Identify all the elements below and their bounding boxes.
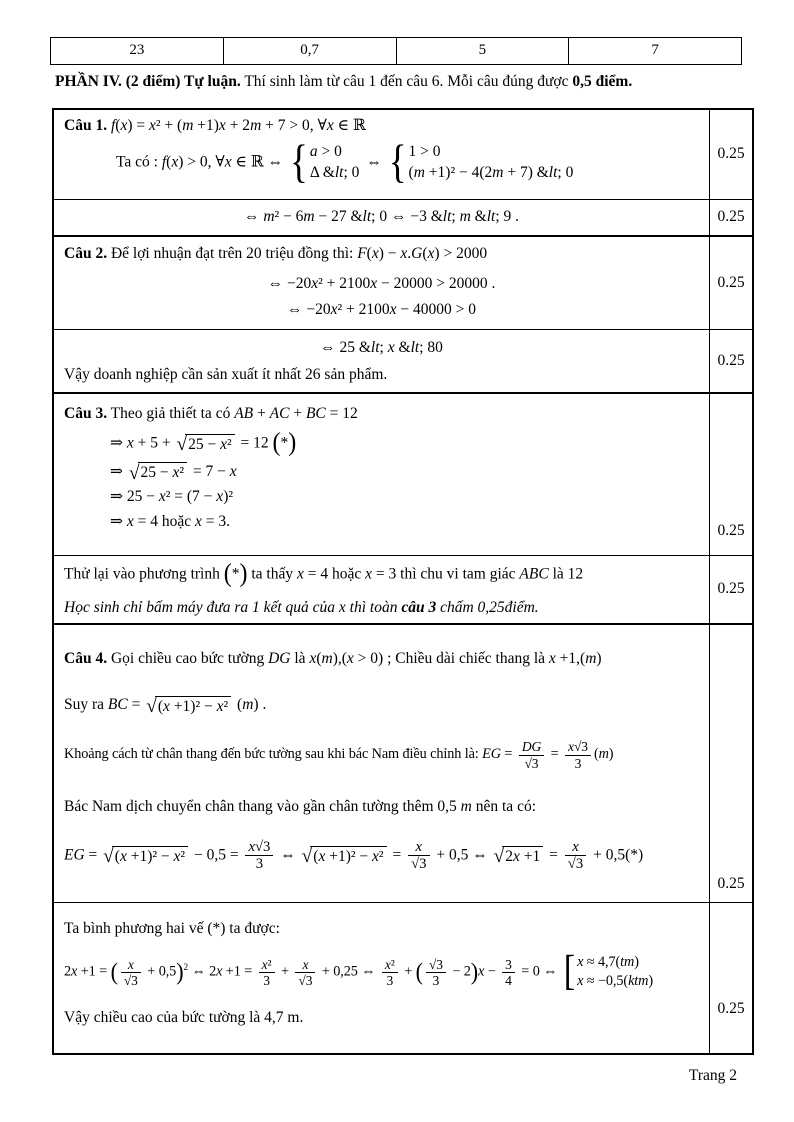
formula-line [64, 512, 699, 532]
formula-v: EG = [64, 846, 102, 864]
formula-sqrt: √ (x +1)² − x² [146, 696, 231, 716]
solution-row-q4b [54, 902, 752, 1053]
formula-v: + 0,5 [143, 963, 177, 980]
formula-v: x +1,(m) [548, 650, 602, 667]
solution-table [52, 108, 754, 1055]
formula-line [64, 559, 699, 589]
solution-row-q1b [54, 199, 752, 235]
formula-bi: câu 3 [401, 598, 437, 616]
formula-v: − 0,5 = [190, 846, 243, 864]
formula-v: ⇔ [276, 846, 300, 864]
formula-i: Học sinh chỉ bấm máy đưa ra 1 kết quả của x thì toàn [64, 598, 402, 616]
score-cell: 0.25 [709, 200, 752, 235]
formula-cases: { a > 0 Δ &lt; 0 [289, 137, 360, 189]
part-header-body: Thí sinh làm từ câu 1 đến câu 6. Mỗi câu đúng được [240, 73, 573, 90]
formula-frac: $\frac{\text{x²}}{3}$ [382, 957, 398, 988]
formula-v: * [231, 565, 240, 583]
formula-line [64, 137, 699, 189]
score-cell: 0.25 [709, 394, 752, 555]
formula-t: Suy ra [64, 696, 108, 714]
formula-line [64, 338, 699, 358]
formula-frac: $\frac{\text{x²}}{3}$ [259, 957, 275, 988]
formula-v: x(m),(x > 0) [309, 650, 384, 667]
formula-frac: $\frac{x}{√3}$ [565, 839, 586, 873]
formula-line [64, 244, 699, 264]
formula-t: Ta có : [116, 153, 162, 171]
formula-frac: $\frac{x}{√3}$ [295, 957, 315, 988]
formula-line [64, 487, 699, 507]
solution-cell [54, 200, 709, 235]
formula-big: ) [288, 428, 297, 458]
answer-grid-table [50, 37, 742, 65]
formula-v: DG [268, 650, 291, 667]
formula-v: f(x) = x² + (m +1)x + 2m + 7 > 0, ∀x ∈ ℝ [110, 117, 366, 134]
formula-t: là 12 [548, 565, 584, 583]
score-cell: 0.25 [709, 110, 752, 199]
formula-v: ⇔ m² − 6m − 27 &lt; 0 ⇔ −3 &lt; m &lt; 9 [243, 208, 512, 225]
formula-line [64, 797, 699, 817]
formula-sup: 2 [183, 962, 188, 973]
formula-line [64, 739, 699, 770]
solution-cell [54, 237, 709, 329]
formula-v: ⇔ 2x +1 = [188, 963, 256, 980]
formula-frac: $\frac{DG}{√3}$ [519, 739, 544, 770]
formula-sqrt: √ 25 − x² [177, 434, 235, 454]
score-cell: 0.25 [709, 625, 752, 902]
formula-line [64, 649, 699, 669]
formula-v: ⇒ 25 − x² = (7 − x)² [110, 488, 233, 506]
formula-v: = [547, 746, 563, 763]
formula-big: ) [239, 559, 248, 589]
answer-cell: 5 [397, 38, 570, 64]
solution-cell [54, 330, 709, 392]
formula-line [64, 948, 699, 995]
formula-v: ⇔ −20x² + 2100x − 20000 > 20000 [267, 275, 488, 293]
formula-v: ABC [519, 565, 549, 583]
formula-v: ⇔ −20x² + 2100x − 40000 > 0 [286, 301, 477, 319]
formula-v: = 7 − x [189, 462, 237, 480]
formula-v: ⇔ 25 &lt; x &lt; 80 [320, 339, 443, 356]
formula-t: là [290, 650, 310, 667]
solution-row-q3b [54, 555, 752, 623]
formula-t: thì chu vi tam giác [396, 565, 520, 583]
formula-v: + [400, 963, 416, 980]
part-header-bold-lead: PHẦN IV. (2 điểm) Tự luận. [55, 73, 241, 90]
formula-t: Bác Nam dịch chuyển chân thang vào gần chân tường thêm [64, 797, 438, 815]
formula-t: . [487, 275, 496, 293]
formula-cases: { 1 > 0 (m +1)² − 4(2m + 7) &lt; 0 [388, 137, 574, 189]
formula-t: Ta bình phương hai vế (*) ta được: [64, 920, 280, 937]
formula-v: EG = [482, 746, 516, 763]
formula-frac: $\frac{x√3}{3}$ [245, 839, 273, 873]
score-cell: 0.25 [709, 330, 752, 392]
formula-line [64, 207, 699, 227]
formula-v: F(x) − x.G(x) > 2000 [357, 245, 488, 262]
formula-big: ) [176, 958, 184, 986]
formula-t: hoặc [328, 565, 366, 583]
formula-v: x = 4 [297, 565, 329, 583]
solution-row-q4a [54, 623, 752, 902]
formula-t: Thử lại vào phương trình [64, 565, 224, 583]
answer-cell: 0,7 [224, 38, 397, 64]
formula-line [64, 365, 699, 385]
formula-line [64, 462, 699, 482]
solution-cell [54, 110, 709, 199]
formula-big: ( [272, 428, 281, 458]
formula-b: Câu 2. [64, 245, 108, 262]
formula-b: Câu 1. [64, 117, 108, 134]
formula-v: x = 3 [195, 513, 227, 531]
formula-t: nên ta có: [471, 797, 537, 815]
formula-v: * [280, 434, 289, 452]
formula-v: + 0,5 ⇔ [432, 846, 492, 864]
formula-v: x − [478, 963, 500, 980]
formula-v: 0,5 m [437, 797, 472, 815]
formula-t: . [511, 208, 520, 225]
formula-v: ⇒ x + 5 + [110, 434, 175, 452]
formula-v: f(x) > 0, ∀x ∈ ℝ ⇔ [161, 153, 287, 171]
formula-v: + 0,5(*) [589, 846, 644, 864]
formula-t: Vậy doanh nghiệp cần sản xuất ít nhất 26 sản phẩm. [64, 366, 388, 384]
solution-cell [54, 903, 709, 1053]
formula-frac: $\frac{3}{4}$ [502, 957, 515, 988]
formula-big: ( [415, 958, 423, 986]
formula-line [64, 598, 699, 618]
solution-row-q2b [54, 329, 752, 392]
formula-t: Khoảng cách từ chân thang đến bức tường sau khi bác Nam điều chỉnh là: [64, 746, 483, 763]
formula-v: x = 3 [365, 565, 397, 583]
formula-v: ⇔ [362, 153, 386, 171]
formula-v: (m) [233, 696, 259, 714]
formula-frac: $\frac{x}{√3}$ [121, 957, 141, 988]
part-header-bold-tail: 0,5 điểm. [572, 73, 633, 90]
formula-v: = 0 ⇔ [517, 963, 561, 980]
formula-t: hoặc [161, 513, 196, 531]
formula-i: chấm 0,25điểm. [436, 598, 539, 616]
solution-row-q2a [54, 235, 752, 329]
formula-sqrt: √ 2x +1 [494, 846, 544, 866]
formula-line [64, 116, 699, 136]
formula-t: ta thấy [247, 565, 297, 583]
solution-row-q3a [54, 392, 752, 555]
formula-v: + 0,25 ⇔ [318, 963, 379, 980]
formula-v: ⇒ x = 4 [110, 513, 162, 531]
solution-cell [54, 556, 709, 623]
formula-v: AB + AC + BC = 12 [234, 405, 358, 422]
formula-b: Câu 4. [64, 650, 108, 667]
formula-t: Gọi chiều cao bức tường [107, 650, 269, 667]
formula-line [64, 1008, 699, 1028]
score-cell: 0.25 [709, 903, 752, 1053]
formula-frac: $\frac{x√3}{3}$ [565, 739, 591, 770]
formula-big: ( [223, 559, 232, 589]
formula-t: Để lợi nhuận đạt trên 20 triệu đồng thì: [107, 245, 358, 262]
formula-v: (m) [593, 746, 614, 763]
score-cell: 0.25 [709, 237, 752, 329]
formula-line [64, 404, 699, 424]
formula-v: − 2 [448, 963, 471, 980]
part-header [55, 72, 755, 92]
formula-t: Theo giả thiết ta có [107, 405, 235, 422]
formula-frac: $\frac{x}{√3}$ [408, 839, 429, 873]
answer-cell: 7 [651, 42, 659, 59]
formula-big: ( [110, 958, 118, 986]
formula-v: = [545, 846, 562, 864]
solution-row-q1a [54, 110, 752, 199]
formula-v: ⇒ [110, 462, 127, 480]
formula-sqrt: √ 25 − x² [129, 462, 187, 482]
formula-v: BC = [107, 696, 145, 714]
formula-sqrt: √ (x +1)² − x² [103, 846, 188, 866]
formula-v: + [277, 963, 293, 980]
formula-line [64, 428, 699, 458]
page-number: Trang 2 [688, 1067, 737, 1084]
formula-t: . [258, 696, 267, 714]
formula-b: Câu 3. [64, 405, 108, 422]
formula-line [64, 695, 699, 718]
solution-cell [54, 394, 709, 555]
formula-v: = [388, 846, 406, 864]
formula-t: . [226, 513, 231, 531]
solution-cell [54, 625, 709, 902]
formula-big: ) [470, 958, 479, 986]
formula-line [64, 839, 699, 873]
score-cell: 0.25 [709, 556, 752, 623]
answer-cell: 23 [51, 38, 224, 64]
formula-v: 2x +1 = [64, 963, 111, 980]
formula-line [64, 919, 699, 939]
formula-line [64, 274, 699, 294]
formula-t: ; Chiều dài chiếc thang là [383, 650, 549, 667]
formula-sqrt: √ (x +1)² − x² [302, 846, 387, 866]
formula-t: Vậy chiều cao của bức tường là 4,7 m. [64, 1008, 304, 1026]
formula-cases: [ x ≈ 4,7(tm) x ≈ −0,5(ktm) [563, 948, 654, 995]
formula-v: = 12 [236, 434, 273, 452]
formula-frac: $\frac{√3}{3}$ [426, 957, 446, 988]
formula-line [64, 300, 699, 320]
